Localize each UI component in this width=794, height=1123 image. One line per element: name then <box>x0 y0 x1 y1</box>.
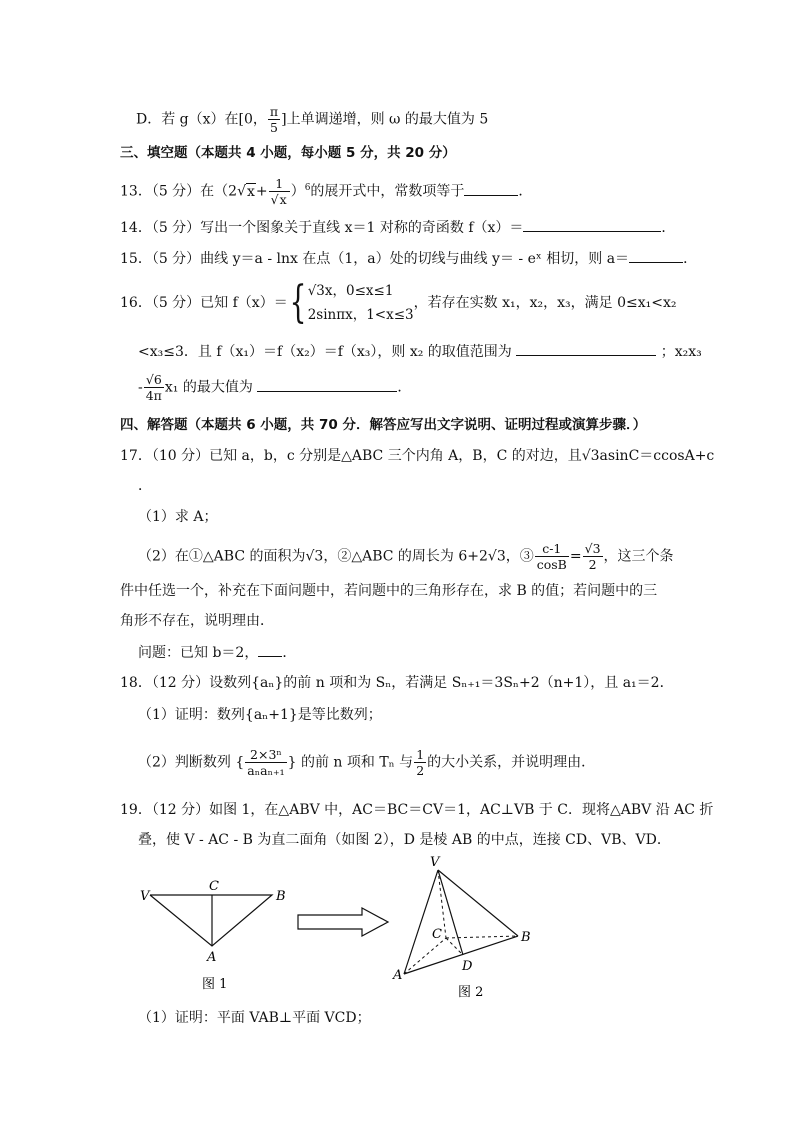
q17-part-2-line-3: 角形不存在，说明理由． <box>120 613 274 629</box>
q16-line-2-text: <x₃≤3．且 f（x₁）＝f（x₂）＝f（x₃），则 x₂ 的取值范围为 <box>138 344 512 360</box>
fig2-label-a: A <box>393 968 403 983</box>
question-15 <box>120 248 697 269</box>
q17-fraction-2 <box>583 541 603 572</box>
section-4-heading: 四、解答题（本题共 6 小题，共 70 分．解答应写出文字说明、证明过程或演算步骤．） <box>120 417 647 433</box>
q17-equals: = <box>569 548 582 565</box>
q18-frac-2-num: 1 <box>416 747 425 762</box>
fig2-label-b: B <box>521 930 531 945</box>
q16-frac-den: 4π <box>145 388 162 403</box>
fig2-caption: 图 2 <box>458 985 484 1000</box>
q16-case-2: 2sinπx，1<x≤3 <box>307 307 414 323</box>
q13-sqrt-body: x <box>247 183 255 200</box>
q16-line-3-lead: - <box>138 379 143 396</box>
q16-frac-num: √6 <box>144 372 164 388</box>
option-d-lead: D．若 g（x）在[0， <box>136 111 267 128</box>
q16-case-1: √3x，0≤x≤1 <box>307 283 394 299</box>
q17-part-2-lead: （2）在①△ABC 的面积为√3，②△ABC 的周长为 6+2√3，③ <box>138 548 534 565</box>
fig1-label-a: A <box>207 950 217 965</box>
q17-part-2 <box>138 541 674 572</box>
q13-lead: 13．（5 分）在（2 <box>120 183 238 200</box>
fig1-label-v: V <box>140 889 150 904</box>
q17-frac-1-num: c-1 <box>535 541 569 557</box>
q18-frac-1-den: aₙaₙ₊₁ <box>247 763 285 778</box>
q19-line-2: 叠，使 V - AC - B 为直二面角（如图 2），D 是棱 AB 的中点，连接 CD、VB、VD． <box>138 832 671 848</box>
fig2-label-d: D <box>462 959 473 974</box>
fig1-triangle <box>150 895 272 946</box>
option-d-fraction <box>268 104 280 135</box>
option-d-tail: ]上单调递增，则 ω 的最大值为 5 <box>281 111 489 128</box>
q13-plus: + <box>255 183 268 200</box>
option-d <box>136 104 488 135</box>
fig2-edge-ab <box>404 936 518 974</box>
fig1-caption: 图 1 <box>202 977 228 992</box>
q17-frac-2-den: 2 <box>588 557 597 572</box>
q13-frac-den: x <box>279 192 287 207</box>
q17-part-2-tail: ，这三个条 <box>603 548 674 565</box>
q13-end: ． <box>518 183 533 200</box>
q18-frac-1-num: 2×3ⁿ <box>245 747 286 763</box>
q13-frac-den-wrap: √x <box>270 192 287 207</box>
fig1-label-b: B <box>276 889 286 904</box>
q19-part-1: （1）证明：平面 VAB⊥平面 VCD； <box>138 1010 371 1026</box>
q16-fraction <box>144 372 164 403</box>
q15-end: ． <box>683 251 698 267</box>
q16-tail: ，若存在实数 x₁，x₂，x₃，满足 0≤x₁<x₂ <box>413 295 677 311</box>
right-arrow-icon <box>296 906 392 938</box>
fig2-label-v: V <box>430 855 440 870</box>
q17-problem-text: 问题：已知 b＝2， <box>138 645 259 661</box>
question-16 <box>120 279 676 327</box>
q16-line-2-end: ；x₂x₃ <box>660 344 702 360</box>
fig2-edge-vb <box>438 870 518 936</box>
q14-end: ． <box>661 220 676 236</box>
q17-part-1: （1）求 A； <box>138 509 218 525</box>
q13-fraction <box>269 176 290 207</box>
q13-exponent: 6 <box>304 182 311 193</box>
q16-end: ． <box>397 379 412 396</box>
q18-part-2-tail: 的大小关系，并说明理由． <box>427 754 596 771</box>
question-14 <box>120 217 675 238</box>
q18-frac-2-den: 2 <box>416 763 425 778</box>
q14-text: 14．（5 分）写出一个图象关于直线 x＝1 对称的奇函数 f（x）＝ <box>120 220 524 236</box>
q13-paren: ） <box>290 183 305 200</box>
q17-line-1b: ． <box>138 478 152 494</box>
section-3-heading: 三、填空题（本题共 4 小题，每小题 5 分，共 20 分） <box>120 145 456 161</box>
q13-answer-blank <box>464 181 518 196</box>
q16-line-3-mid: x₁ 的最大值为 <box>164 379 253 396</box>
q17-fraction-1 <box>535 541 569 572</box>
q14-answer-blank <box>523 217 661 232</box>
fig2-edge-va <box>404 870 438 974</box>
question-16-line-2 <box>138 341 702 362</box>
q18-part-2-lead: （2）判断数列 { <box>138 754 245 771</box>
figure-1 <box>130 870 290 1000</box>
q17-problem <box>138 642 296 663</box>
fig2-edge-cb <box>446 936 518 938</box>
q17-problem-end: ． <box>282 645 297 661</box>
figure-2 <box>390 852 540 1002</box>
question-17: 17．（10 分）已知 a，b，c 分别是△ABC 三个内角 A，B，C 的对边，且√3asinC＝ccosA+c <box>120 448 715 464</box>
q17-part-2-line-2: 件中任选一个，补充在下面问题中，若问题中的三角形存在，求 B 的值；若问题中的三 <box>120 583 658 599</box>
q16-brace: { <box>289 277 307 328</box>
q15-text: 15．（5 分）曲线 y＝a - lnx 在点（1，a）处的切线与曲线 y＝ - eˣ 相切，则 a＝ <box>120 251 630 267</box>
q18-fraction-1 <box>245 747 286 778</box>
question-13 <box>120 176 532 207</box>
question-16-line-3 <box>138 372 411 403</box>
question-19: 19．（12 分）如图 1，在△ABV 中，AC＝BC＝CV＝1，AC⊥VB 于 C．现将△ABV 沿 AC 折 <box>120 802 714 818</box>
q16-lead: 16．（5 分）已知 f（x）＝ <box>120 295 288 311</box>
fig2-label-c: C <box>432 927 442 942</box>
q18-fraction-2 <box>414 747 426 778</box>
q13-sqrt: √x <box>237 183 255 200</box>
q15-answer-blank <box>629 248 683 263</box>
q18-part-2 <box>138 747 595 778</box>
fig1-label-c: C <box>209 879 219 894</box>
q16-answer-blank-2 <box>257 377 397 392</box>
q13-tail: 的展开式中，常数项等于 <box>310 183 465 200</box>
q17-frac-2-num: √3 <box>584 541 601 556</box>
q17-problem-blank <box>258 642 282 657</box>
option-d-frac-num: π <box>269 104 279 119</box>
q16-cases <box>308 279 414 327</box>
q17-frac-1-den: cosB <box>536 557 567 572</box>
question-18: 18．（12 分）设数列{aₙ}的前 n 项和为 Sₙ，若满足 Sₙ₊₁＝3Sₙ+2（n+1），且 a₁＝2． <box>120 675 674 691</box>
q18-part-1: （1）证明：数列{aₙ+1}是等比数列； <box>138 707 382 723</box>
q18-part-2-mid: } 的前 n 项和 Tₙ 与 <box>287 754 414 771</box>
q13-frac-num: 1 <box>269 176 290 192</box>
option-d-frac-den: 5 <box>270 120 278 135</box>
q16-answer-blank-1 <box>516 341 656 356</box>
